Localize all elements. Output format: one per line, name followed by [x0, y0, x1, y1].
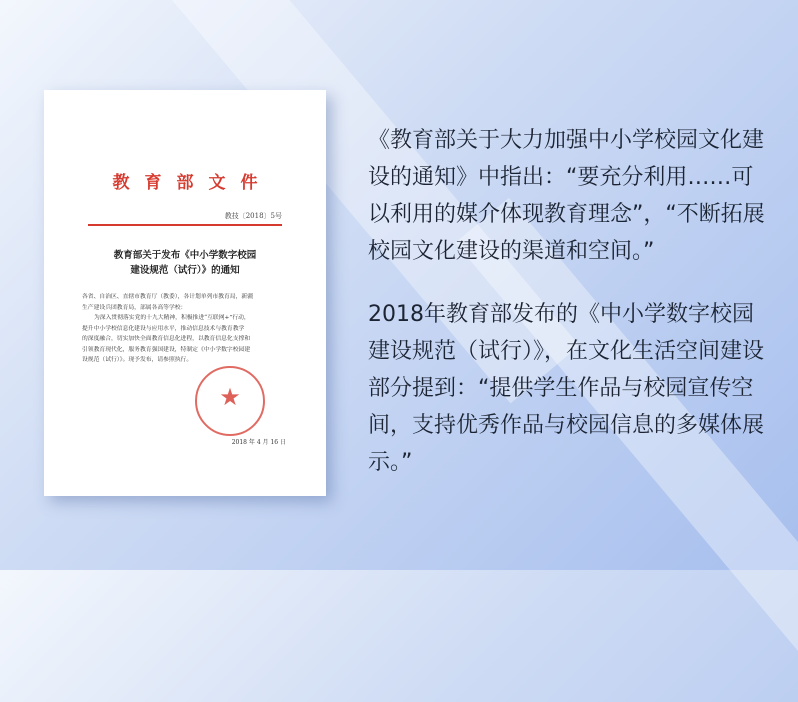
document-title-line: 建设规范（试行）》的通知: [130, 265, 240, 276]
document-date: 2018 年 4 月 16 日: [231, 439, 286, 446]
quote-text: [368, 122, 768, 481]
document-title: [84, 248, 286, 278]
body-line: 生产建设兵团教育局，部属各高等学校：: [82, 304, 187, 311]
body-line: 引领教育现代化，服务教育强国建设，特制定《中小学数字校园建: [82, 346, 251, 353]
body-line: 为深入贯彻落实党的十九大精神，积极推进“互联网+”行动，: [94, 315, 250, 321]
body-line: 的深度融合，切实加快全面教育信息化进程，以教育信息化支撑和: [82, 336, 251, 342]
document-number: 教技〔2018〕5号: [224, 212, 282, 220]
body-line: 各省、自治区、直辖市教育厅（教委），各计划单列市教育局，新疆: [82, 294, 254, 300]
header-divider: [88, 224, 282, 226]
quote-paragraph-2: 2018年教育部发布的《中小学数字校园建设规范（试行）》，在文化生活空间建设部分提到：“提供学生作品与校园宣传空间，支持优秀作品与校园信息的多媒体展示。”: [368, 302, 765, 475]
seal-emblem-icon: ★: [219, 383, 241, 411]
body-line: 提升中小学校信息化建设与应用水平，推动信息技术与教育教学: [82, 325, 245, 332]
quote-paragraph-1: 《教育部关于大力加强中小学校园文化建设的通知》中指出：“要充分利用……可以利用的媒介体现教育理念”，“不断拓展校园文化建设的渠道和空间。”: [368, 128, 765, 264]
document-title-line: 教育部关于发布《中小学数字校园: [113, 250, 257, 261]
document-image: [44, 90, 326, 496]
body-line: 设规范（试行）》。现予发布，请参照执行。: [82, 357, 193, 363]
document-header: 教育部文件: [112, 173, 273, 193]
official-seal-icon: [195, 366, 265, 436]
document-body: [82, 292, 290, 366]
